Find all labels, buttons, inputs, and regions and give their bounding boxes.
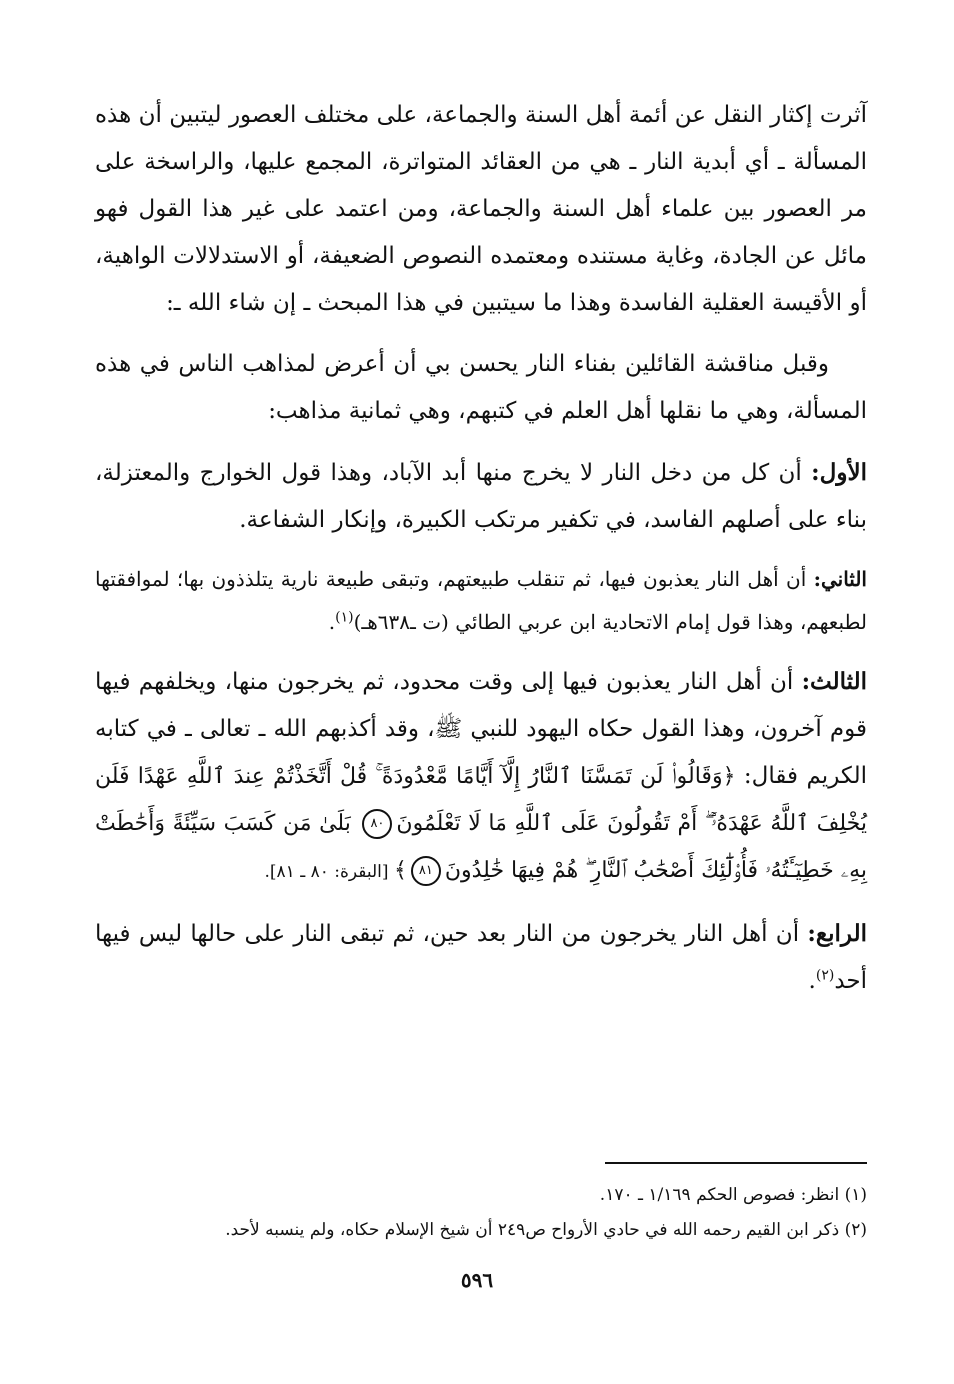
footnote-separator	[605, 1162, 867, 1164]
second-school-end: .	[328, 610, 336, 634]
footnote-1: (١) انظر: فصوص الحكم ١/١٦٩ ـ ١٧٠.	[599, 1185, 867, 1205]
footnote-ref-2[interactable]: (٢)	[815, 967, 835, 984]
second-school-heading: الثاني:	[813, 567, 867, 591]
footnotes	[95, 1178, 867, 1248]
paragraph-fourth-school	[95, 910, 867, 1005]
fourth-school-heading: الرابع:	[807, 920, 867, 947]
first-school-text: أن كل من دخل النار لا يخرج منها أبد الآباد، وهذا قول الخوارج والمعتزلة، بناء على أصلهم الفاسد، في تكفير مرتكب الكبيرة، وإنكار الشفاعة.	[95, 460, 867, 533]
second-school-text: أن أهل النار يعذبون فيها، ثم تنقلب طبيعتهم، وتبقى طبيعة نارية يتلذذون بها؛ لموافقتها لطبعهم، وهذا قول إمام الاتحادية ابن عربي الطائي (ت ـ٦٣٨هـ)	[95, 567, 867, 634]
paragraph-intro	[95, 92, 867, 327]
page-body	[95, 92, 867, 1019]
quran-reference: [البقرة: ٨٠ ـ ٨١].	[264, 862, 394, 882]
paragraph-first-school	[95, 449, 867, 544]
paragraph-schools	[95, 341, 867, 435]
third-school-heading: الثالث:	[801, 668, 867, 695]
page-number: ٥٩٦	[460, 1268, 494, 1292]
first-school-heading: الأول:	[811, 459, 867, 486]
paragraph-third-school	[95, 658, 867, 896]
fourth-school-text: أن أهل النار يخرجون من النار بعد حين، ثم تبقى النار على حالها ليس فيها أحد	[95, 921, 867, 994]
ayah-number-80: ٨٠	[362, 809, 392, 839]
quran-verse-80: ﴿وَقَالُوا۟ لَن تَمَسَّنَا ٱلنَّارُ إِلَّآ أَيَّامًا مَّعْدُودَةً ۚ قُلْ أَتَّخَذْتُمْ عِندَ ٱللَّهِ عَهْدًا فَلَن يُخْلِفَ ٱللَّهُ عَهْدَهُۥٓ ۖ أَمْ تَقُولُونَ عَلَى ٱللَّهِ مَا لَا تَعْلَمُونَ	[95, 764, 868, 836]
third-school-text: أن أهل النار يعذبون فيها إلى وقت محدود، ثم يخرجون منها، ويخلفهم فيها قوم آخرون، وهذا القول حكاه اليهود للنبي ﷺ، وقد أكذبهم الله ـ تعالى ـ في كتابه الكريم فقال:	[95, 669, 867, 789]
paragraph-schools-text: وقبل مناقشة القائلين بفناء النار يحسن بي أن أعرض لمذاهب الناس في هذه المسألة، وهي ما نقلها أهل العلم في كتبهم، وهي ثمانية مذاهب:	[95, 351, 867, 424]
fourth-school-end: .	[808, 968, 816, 994]
footnote-ref-1[interactable]: (١)	[335, 609, 354, 626]
quran-verse-81: بَلَىٰ مَن كَسَبَ سَيِّئَةً وَأَحَٰطَتْ بِهِۦ خَطِيٓـَٔتُهُۥ فَأُو۟لَٰٓئِكَ أَصْحَٰبُ ٱلنَّارِ ۖ هُمْ فِيهَا خَٰلِدُونَ	[95, 811, 867, 883]
quran-close-bracket: ﴾	[393, 858, 407, 883]
paragraph-second-school	[95, 558, 867, 644]
paragraph-intro-text: آثرت إكثار النقل عن أئمة أهل السنة والجماعة، على مختلف العصور ليتبين أن هذه المسألة ـ أي أبدية النار ـ هي من العقائد المتواترة، المجمع عليها، والراسخة على مر العصور بين علماء أهل السنة والجماعة، ومن اعتمد على غير هذا القول فهو مائل عن الجادة، وغاية مستنده ومعتمده النصوص الضعيفة، أو الاستدلالات الواهية، أو الأقيسة العقلية الفاسدة وهذا ما سيتبين في هذا المبحث ـ إن شاء الله ـ:	[95, 102, 867, 316]
footnote-2: (٢) ذكر ابن القيم رحمه الله في حادي الأرواح ص٢٤٩ أن شيخ الإسلام حكاه، ولم ينسبه لأحد.	[225, 1220, 867, 1240]
ayah-number-81: ٨١	[411, 856, 441, 886]
